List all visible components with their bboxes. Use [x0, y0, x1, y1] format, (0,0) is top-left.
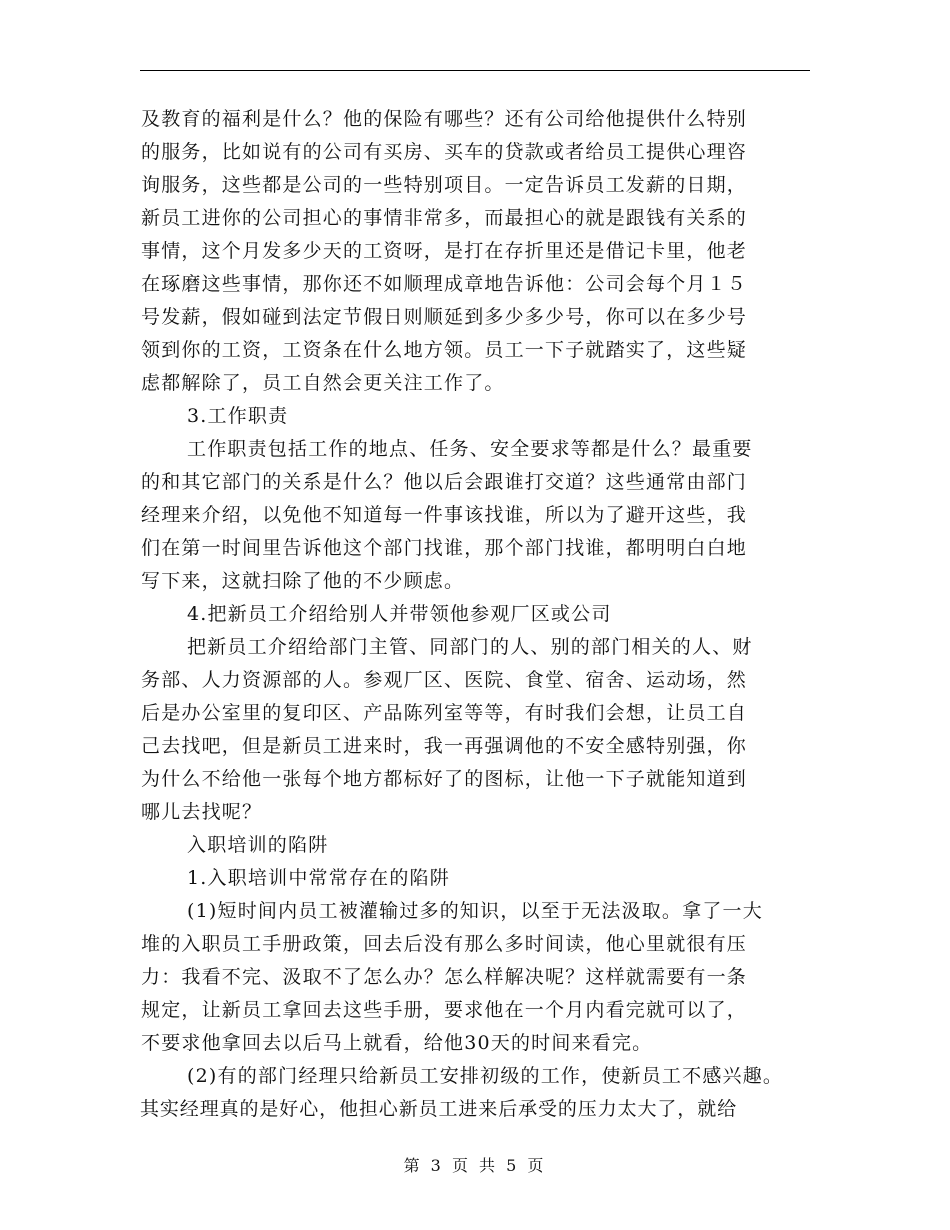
text-line: 不要求他拿回去以后马上就看，给他30天的时间来看完。 — [141, 1032, 653, 1054]
text-line: 在琢磨这些事情，那你还不如顺理成章地告诉他：公司会每个月１５ — [141, 273, 748, 295]
text-line: 的服务，比如说有的公司有买房、买车的贷款或者给员工提供心理咨 — [141, 141, 748, 163]
text-line: 领到你的工资，工资条在什么地方领。员工一下子就踏实了，这些疑 — [141, 339, 748, 361]
page-number: 第 3 页 共 5 页 — [403, 1156, 547, 1175]
text-line: 号发薪，假如碰到法定节假日则顺延到多少多少号，你可以在多少号 — [141, 306, 748, 328]
text-line: 把新员工介绍给部门主管、同部门的人、别的部门相关的人、财 — [187, 636, 753, 658]
section-heading: 入职培训的陷阱 — [187, 834, 329, 856]
text-line: 的和其它部门的关系是什么？他以后会跟谁打交道？这些通常由部门 — [141, 471, 748, 493]
text-line: (1)短时间内员工被灌输过多的知识，以至于无法汲取。拿了一大 — [187, 900, 763, 922]
section-heading: 1.入职培训中常常存在的陷阱 — [187, 867, 450, 889]
text-line: 己去找吧，但是新员工进来时，我一再强调他的不安全感特别强，你 — [141, 735, 748, 757]
text-line: 工作职责包括工作的地点、任务、安全要求等都是什么？最重要 — [187, 438, 753, 460]
text-line: 经理来介绍，以免他不知道每一件事该找谁，所以为了避开这些，我 — [141, 504, 748, 526]
text-line: 务部、人力资源部的人。参观厂区、医院、食堂、宿舍、运动场，然 — [141, 669, 748, 691]
text-line: 力：我看不完、汲取不了怎么办？怎么样解决呢？这样就需要有一条 — [141, 966, 748, 988]
text-line: 及教育的福利是什么？他的保险有哪些？还有公司给他提供什么特别 — [141, 108, 748, 130]
text-line: 其实经理真的是好心，他担心新员工进来后承受的压力太大了，就给 — [140, 1098, 738, 1120]
section-heading: 4.把新员工介绍给别人并带领他参观厂区或公司 — [187, 603, 612, 625]
text-line: 哪儿去找呢？ — [141, 801, 263, 823]
text-line: 为什么不给他一张每个地方都标好了的图标，让他一下子就能知道到 — [141, 768, 748, 790]
text-line: 询服务，这些都是公司的一些特别项目。一定告诉员工发薪的日期， — [141, 174, 748, 196]
text-line: 们在第一时间里告诉他这个部门找谁，那个部门找谁，都明明白白地 — [141, 537, 748, 559]
text-line: 事情，这个月发多少天的工资呀，是打在存折里还是借记卡里，他老 — [141, 240, 748, 262]
text-line: 虑都解除了，员工自然会更关注工作了。 — [141, 372, 505, 394]
text-line: 新员工进你的公司担心的事情非常多，而最担心的就是跟钱有关系的 — [141, 207, 748, 229]
section-heading: 3.工作职责 — [187, 405, 289, 427]
text-line: 堆的入职员工手册政策，回去后没有那么多时间读，他心里就很有压 — [141, 933, 748, 955]
text-line: (2)有的部门经理只给新员工安排初级的工作，使新员工不感兴趣。 — [187, 1065, 784, 1087]
text-line: 后是办公室里的复印区、产品陈列室等等，有时我们会想，让员工自 — [141, 702, 748, 724]
text-line: 写下来，这就扫除了他的不少顾虑。 — [141, 570, 465, 592]
text-line: 规定，让新员工拿回去这些手册，要求他在一个月内看完就可以了， — [141, 999, 748, 1021]
header-rule — [140, 70, 810, 71]
